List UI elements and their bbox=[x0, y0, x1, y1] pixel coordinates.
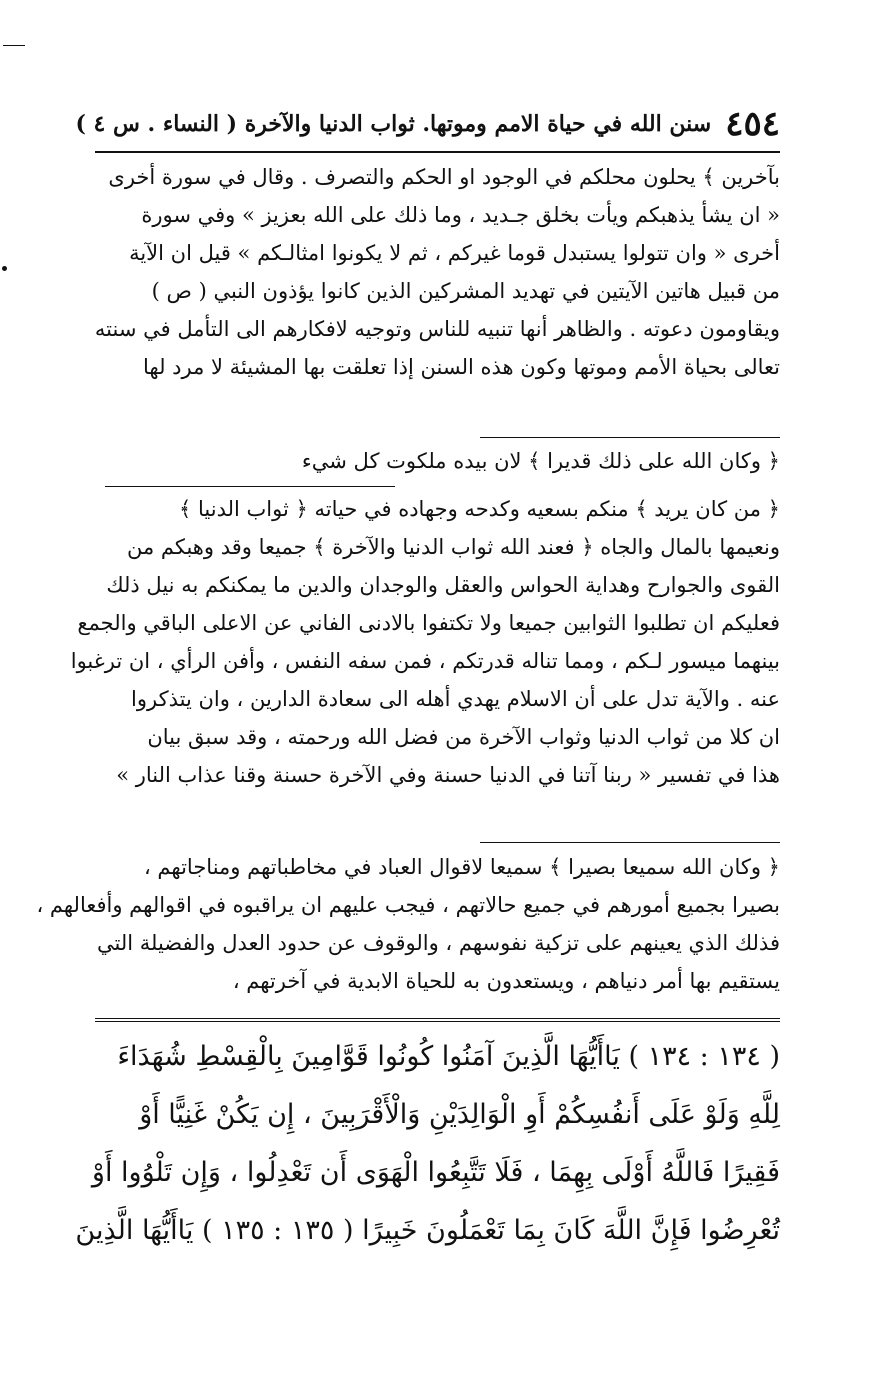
text-line: ﴿ من كان يريد ﴾ منكم بسعيه وكدحه وجهاده في حياته ﴿ ثواب الدنيا ﴾ bbox=[179, 497, 780, 521]
paragraph-4 bbox=[36, 848, 780, 1000]
running-title: سنن الله في حياة الامم وموتها. ثواب الدنيا والآخرة ( النساء . س ٤ ) bbox=[75, 111, 712, 137]
text-line: « ان يشأ يذهبكم ويأت بخلق جـديد ، وما ذلك على الله بعزيز » وفي سورة bbox=[141, 203, 780, 227]
quran-verses bbox=[75, 1028, 780, 1260]
text-line: بآخرين ﴾ يحلون محلكم في الوجود او الحكم والتصرف . وقال في سورة أخرى bbox=[108, 165, 780, 189]
section-rule bbox=[480, 842, 780, 843]
text-line: ﴿ وكان الله سميعا بصيرا ﴾ سميعا لاقوال العباد في مخاطباتهم ومناجاتهم ، bbox=[143, 855, 780, 879]
paragraph-3 bbox=[70, 490, 780, 794]
text-line: فعليكم ان تطلبوا الثوابين جميعا ولا تكتفوا بالادنى الفاني عن الاعلى الباقي والجمع bbox=[77, 611, 780, 635]
page-header bbox=[75, 98, 780, 150]
text-line: تعالى بحياة الأمم وموتها وكون هذه السنن إذا تعلقت بها المشيئة لا مرد لها bbox=[143, 355, 780, 379]
text-line: عنه . والآية تدل على أن الاسلام يهدي أهله الى سعادة الدارين ، وان يتذكروا bbox=[131, 687, 780, 711]
verse-line: لِلَّهِ وَلَوْ عَلَى أَنفُسِكُمْ أَوِ الْوَالِدَيْنِ وَالْأَقْرَبِينَ ، إِن يَكُنْ غَنِيًّا أَوْ bbox=[139, 1099, 780, 1130]
section-rule bbox=[480, 437, 780, 438]
text-line: ﴿ وكان الله على ذلك قديرا ﴾ لان بيده ملكوت كل شيء bbox=[301, 449, 780, 473]
paragraph-2 bbox=[100, 442, 780, 480]
scan-artifact bbox=[3, 45, 25, 46]
text-line: ويقاومون دعوته . والظاهر أنها تنبيه للناس وتوجيه لافكارهم الى التأمل في سنته bbox=[94, 317, 780, 341]
verse-line: تُعْرِضُوا فَإِنَّ اللَّهَ كَانَ بِمَا تَعْمَلُونَ خَبِيرًا ( ١٣٥ : ١٣٥ ) يَاأَيُّهَا الَّذِينَ bbox=[75, 1215, 780, 1246]
verse-divider bbox=[95, 1018, 780, 1022]
text-line: ان كلا من ثواب الدنيا وثواب الآخرة من فضل الله ورحمته ، وقد سبق بيان bbox=[147, 725, 780, 749]
scan-artifact bbox=[2, 266, 7, 271]
text-line: بينهما ميسور لـكم ، ومما تناله قدرتكم ، فمن سفه النفس ، وأفن الرأي ، ان ترغبوا bbox=[70, 649, 780, 673]
page-number: ٤٥٤ bbox=[725, 104, 780, 144]
text-line: يستقيم بها أمر دنياهم ، ويستعدون به للحياة الابدية في آخرتهم ، bbox=[232, 969, 780, 993]
text-line: فذلك الذي يعينهم على تزكية نفوسهم ، والوقوف عن حدود العدل والفضيلة التي bbox=[97, 931, 780, 955]
text-line: أخرى « وان تتولوا يستبدل قوما غيركم ، ثم لا يكونوا امثالـكم » قيل ان الآية bbox=[129, 241, 780, 265]
text-line: بصيرا بجميع أمورهم في جميع حالاتهم ، فيجب عليهم ان يراقبوه في اقوالهم وأفعالهم ، bbox=[36, 893, 780, 917]
text-line: هذا في تفسير « ربنا آتنا في الدنيا حسنة وفي الآخرة حسنة وقنا عذاب النار » bbox=[116, 763, 780, 787]
paragraph-1 bbox=[94, 158, 780, 386]
verse-line: ( ١٣٤ : ١٣٤ ) يَاأَيُّهَا الَّذِينَ آمَنُوا كُونُوا قَوَّامِينَ بِالْقِسْطِ شُهَدَاءَ bbox=[117, 1041, 780, 1072]
header-rule bbox=[95, 151, 780, 153]
text-line: القوى والجوارح وهداية الحواس والعقل والوجدان والدين ما يمكنكم به نيل ذلك bbox=[106, 573, 780, 597]
text-line: ونعيمها بالمال والجاه ﴿ فعند الله ثواب الدنيا والآخرة ﴾ جميعا وقد وهبكم من bbox=[126, 535, 780, 559]
text-line: من قبيل هاتين الآيتين في تهديد المشركين الذين كانوا يؤذون النبي ( ص ) bbox=[151, 279, 780, 303]
verse-line: فَقِيرًا فَاللَّهُ أَوْلَى بِهِمَا ، فَلَا تَتَّبِعُوا الْهَوَى أَن تَعْدِلُوا ، وَإِن تَلْوُوا أَوْ bbox=[91, 1157, 780, 1188]
section-rule bbox=[105, 486, 395, 487]
